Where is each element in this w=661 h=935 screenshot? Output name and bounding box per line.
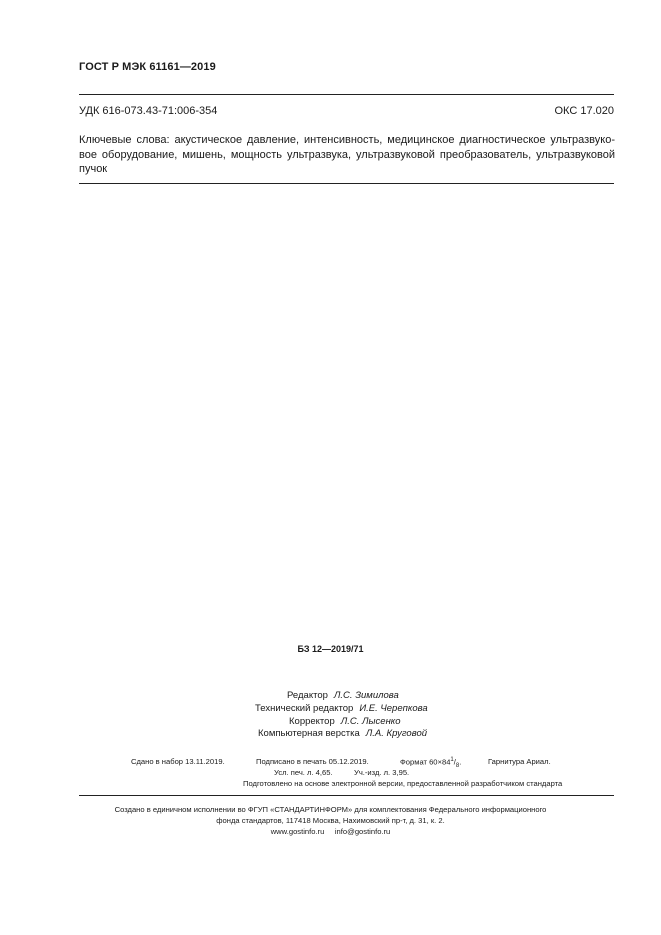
udk-code: УДК 616-073.43-71:006-354 [79,105,218,117]
imprint-prepared: Подготовлено на основе электронной версии, предоставленной разработчиком стандарта [243,779,563,788]
imprint-format-num: 1 [450,757,454,763]
footer-contacts [0,827,661,836]
imprint-format-den: 8 [455,763,460,770]
staff-role: Компьютерная верстка [258,728,360,740]
imprint-typeface: Гарнитура Ариал. [488,757,551,766]
staff-corrector [289,716,401,729]
footer-line-2: фонда стандартов, 117418 Москва, Нахимовский пр-т, д. 31, к. 2. [216,816,445,825]
staff-name: Л.А. Круговой [365,728,428,740]
staff-name: Л.С. Лысенко [340,715,401,727]
imprint-format: Формат $60\times 84^1/_8$. [400,757,462,770]
staff-tech-editor [255,703,428,716]
keywords-paragraph: Ключевые слова: акустическое давление, интенсивность, медицинское диагностическое ультразвуко-вое оборудование, мишень, мощность ультразвука, ультразвуковой преобразователь, ультразвуковой пучок [79,134,615,175]
imprint-format-label: Формат 60×84 [400,757,451,767]
staff-role: Корректор [289,715,335,727]
staff-layout [258,728,427,741]
standard-designation: ГОСТ Р МЭК 61161—2019 [79,61,216,73]
keywords-divider [79,183,614,184]
staff-editor [287,690,399,703]
oks-code: ОКС 17.020 [554,105,614,117]
imprint-print-sheets: Усл. печ. л. 4,65. [274,768,333,777]
staff-role: Редактор [287,690,328,701]
staff-role: Технический редактор [255,702,354,714]
top-divider [79,94,614,95]
footer-divider [79,795,614,796]
staff-name: И.Е. Черепкова [359,702,428,714]
footer-email-link[interactable]: info@gostinfo.ru [334,827,391,836]
imprint-edit-sheets: Уч.-изд. л. 3,95. [354,768,410,777]
footer-site-link[interactable]: www.gostinfo.ru [270,827,325,836]
staff-name: Л.С. Зимилова [333,690,399,701]
bz-number: БЗ 12—2019/71 [297,644,364,654]
footer-line-1: Создано в единичном исполнении во ФГУП «СТАНДАРТИНФОРМ» для комплектования Федерального информационного [114,805,547,814]
imprint-signed: Подписано в печать 05.12.2019. [256,757,369,766]
imprint-sent: Сдано в набор 13.11.2019. [131,757,225,766]
